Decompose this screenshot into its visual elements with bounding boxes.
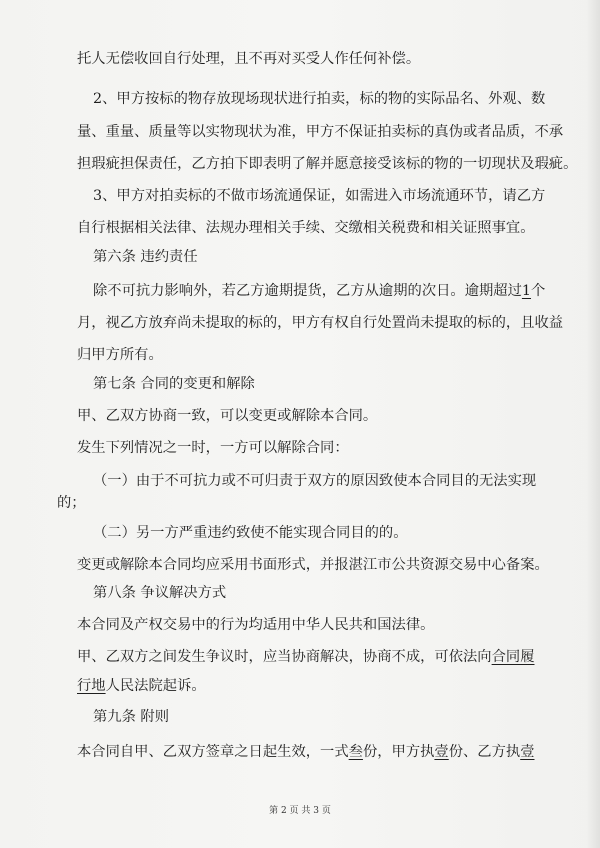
text-run: 份、乙方执: [448, 744, 521, 760]
text-line: 变更或解除本合同均应采用书面形式，并报湛江市公共资源交易中心备案。: [77, 557, 549, 573]
text-run: 人民法院起诉。: [105, 678, 206, 694]
text-line: 的；: [57, 495, 86, 511]
text-line: 归甲方所有。: [77, 347, 163, 363]
article-8-body: [77, 646, 535, 668]
text-run: 甲、乙双方之间发生争议时，应当协商解决，协商不成，可依法向: [77, 649, 492, 665]
article-6-body: [93, 280, 545, 302]
article-8-heading: 第八条 争议解决方式: [93, 585, 227, 601]
filled-blank: 行地: [77, 678, 106, 694]
filled-blank: 合同履: [491, 649, 535, 665]
article-9-heading: 第九条 附则: [93, 709, 170, 725]
text-line: 发生下列情况之一时，一方可以解除合同：: [77, 440, 349, 456]
text-run: 除不可抗力影响外，若乙方逾期提货，乙方从逾期的次日。逾期超过: [93, 283, 522, 299]
text-line: 自行根据相关法律、法规办理相关手续、交缴相关税费和相关证照事宜。: [77, 220, 535, 236]
article-7-item-2: （二）另一方严重违约致使不能实现合同目的的。: [93, 525, 408, 541]
filled-blank: 壹: [520, 744, 535, 760]
text-line: 甲、乙双方协商一致，可以变更或解除本合同。: [77, 408, 378, 424]
clause-5-item-3: 3、甲方对拍卖标的不做市场流通保证，如需进入市场流通环节，请乙方: [93, 188, 546, 204]
article-6-heading: 第六条 违约责任: [93, 249, 198, 265]
text-line: 月，视乙方放弃尚未提取的标的，甲方有权自行处置尚未提取的标的，且收益: [77, 315, 564, 331]
article-7-item-1: （一）由于不可抗力或不可归责于双方的原因致使本合同目的无法实现: [93, 473, 537, 489]
text-line: 担瑕疵担保责任，乙方拍下即表明了解并愿意接受该标的物的一切现状及瑕疵。: [77, 156, 578, 172]
filled-blank: 1: [521, 283, 532, 299]
text-line: 托人无偿收回自行处理，且不再对买受人作任何补偿。: [77, 51, 421, 67]
clause-5-item-2: 2、甲方按标的物存放现场现状进行拍卖，标的物的实际品名、外观、数: [93, 91, 546, 107]
page-number-footer: 第 2 页 共 3 页: [269, 806, 331, 816]
text-line: 本合同及产权交易中的行为均适用中华人民共和国法律。: [77, 617, 435, 633]
text-run: 份，甲方执: [362, 744, 435, 760]
filled-blank: 叁: [348, 744, 363, 760]
filled-blank: 壹: [434, 744, 449, 760]
text-run: 本合同自甲、乙双方签章之日起生效，一式: [77, 744, 349, 760]
text-run: 个: [531, 283, 546, 299]
text-line: 量、重量、质量等以实物现状为准，甲方不保证拍卖标的真伪或者品质，不承: [77, 124, 564, 140]
article-7-heading: 第七条 合同的变更和解除: [93, 376, 255, 392]
text-line: [77, 675, 206, 697]
article-9-body: [77, 741, 535, 763]
